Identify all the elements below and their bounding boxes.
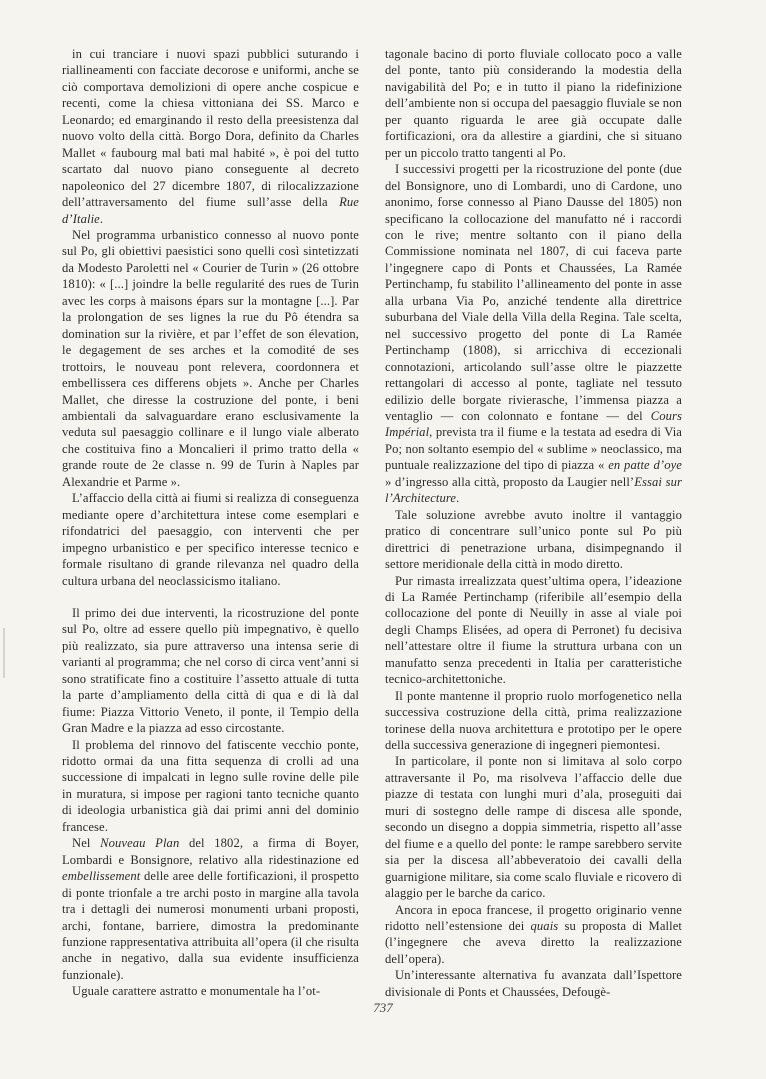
text-run: Nel programma urbanistico connesso al nuovo ponte sul Po, gli obiettivi paesistici sono quelli così sintetizzati da Modesto Paroletti nel « Courier de Turin » (26 ottobre 1810): « [...] joindre la belle regularité des rues de Turin avec les corps à maisons épars sur la montagne [...]. Par la prolongation de ses lignes la rue du Pô étendra sa domination sur la rivière, et par l’effet de son élevation, le degagement de ses arches et la comodité de ses trottoirs, le nouveau pont relevera, coordonnera et embellissera ces differens objets ». Anche per Charles Mallet, che diresse la costruzione del ponte, i beni ambientali da salvaguardare erano esclusivamente la veduta sul paesaggio collinare e il lungo viale alberato che costituiva fino a Moncalieri il primo tratto della « grande route de 2e classe n. 99 de Turin à Naples par Alexandrie et Parme ». — [62, 227, 359, 489]
text-run: Il problema del rinnovo del fatiscente vecchio ponte, ridotto ormai da una fitta sequenza di crolli ad una successione di impalcati in legno sulle rovine delle pile in muratura, si impose per ragioni tanto tecniche quanto di ideologia urbanistica già dai primi anni del dominio francese. — [62, 737, 359, 834]
page-number: 737 — [373, 1000, 393, 1015]
text-run: Nel — [72, 836, 101, 851]
italic-text: Cours Impérial — [385, 408, 682, 440]
text-run: in cui tranciare i nuovi spazi pubblici suturando i riallineamenti con facciate decorose e uniformi, anche se ciò comportava demolizioni di opere anche cospicue e recenti, come la chiesa vittoniana dei SS. Marco e Leonardo; ed emarginando il resto della preesistenza dal nuovo volto della città. Borgo Dora, definito da Charles Mallet « faubourg mal bati mal habité », è poi del tutto scartato dal nuovo piano conseguente al decreto napoleonico del 27 dicembre 1807, di rilocalizzazione dell’attraversamento del fiume sull’asse della — [62, 47, 359, 210]
paragraph — [62, 835, 359, 983]
paragraph — [62, 227, 359, 490]
text-run: In particolare, il ponte non si limitava al solo corpo attraversante il Po, ma risolveva l’affaccio delle due piazze di testata con lunghi muri d’ala, proseguiti dai muri di sostegno delle rampe di discesa alle sponde, secondo un disegno a doppia simmetria, rispetto all’asse del fiume e a quello del ponte: le rampe sarebbero servite sia per la discesa all’abbeveratoio dei cavalli della guarnigione militare, sia come scalo fluviale e ricovero di alaggio per le barche da carico. — [385, 754, 682, 901]
text-run: del 1802, a firma di Boyer, Lombardi e Bonsignore, relativo alla ridestinazione ed — [62, 836, 359, 867]
paragraph — [385, 688, 682, 754]
paragraph — [385, 573, 682, 688]
text-run: Tale soluzione avrebbe avuto inoltre il vantaggio pratico di concentrare sull’unico ponte sul Po più direttrici di penetrazione urbana, disimpegnando il settore meridionale della città in modo diretto. — [385, 507, 682, 572]
text-run: L’affaccio della città ai fiumi si realizza di conseguenza mediante opere d’architettura intese come esemplari e rifondatrici del paesaggio, con interventi che per impegno urbanistico e per specifico interesse tecnico e formale risultano di grande rilevanza nel quadro della cultura urbana del neoclassicismo italiano. — [62, 491, 359, 588]
paragraph — [62, 983, 359, 999]
paragraph — [385, 902, 682, 968]
paragraph — [385, 507, 682, 573]
italic-text: Nouveau Plan — [100, 836, 180, 851]
text-run: delle aree delle fortificazioni, il prospetto di ponte trionfale a tre archi posto in margine alla tavola tra i dettagli dei numerosi monumenti urbani proposti, archi, fontane, barriere, dimostra la predominante funzione rappresentativa attribuita all’opera (il che risulta anche in negativo, dalla sua evidente insufficienza funzionale). — [62, 869, 359, 982]
paragraph — [62, 46, 359, 227]
text-run: Un’interessante alternativa fu avanzata dall’Ispettore divisionale di Ponts et Chaussées, Defougè- — [385, 968, 682, 999]
text-run: Il primo dei due interventi, la ricostruzione del ponte sul Po, oltre ad essere quello più impegnativo, è quello più realizzato, sia pure attraverso una intensa serie di varianti al programma; che nel corso di circa vent’anni si sono stratificate fino a costituire l’assetto attuale di tutta la parte d’ampliamento della città di qua e di là dal fiume: Piazza Vittorio Veneto, il ponte, il Tempio della Gran Madre e la piazza ad esso circostante. — [62, 605, 359, 736]
page-edge-mark — [3, 628, 5, 678]
text-run: . — [99, 211, 104, 226]
text-run: su proposta di Mallet (l’ingegnere che aveva diretto la realizzazione dell’opera). — [385, 919, 682, 966]
italic-text: en patte d’oye — [608, 458, 682, 473]
paragraph — [385, 161, 682, 507]
text-run: . — [456, 491, 460, 506]
paragraph — [385, 967, 682, 1000]
italic-text: Essai sur l’Architecture — [385, 474, 682, 506]
right-column — [385, 46, 682, 1000]
italic-text: embellissement — [62, 869, 141, 884]
text-run: Uguale carattere astratto e monumentale ha l’ot- — [72, 984, 321, 999]
paragraph — [62, 737, 359, 836]
text-run: Il ponte mantenne il proprio ruolo morfogenetico nella successiva costruzione della città, prima realizzazione torinese della nuova architettura e prototipo per le opere della successiva generazione di ingegneri piemontesi. — [385, 688, 682, 753]
paragraph — [385, 46, 682, 161]
paragraph — [62, 605, 359, 737]
text-run: tagonale bacino di porto fluviale collocato poco a valle del ponte, tanto più considerando la modestia della navigabilità del Po; e in tutto il piano la ridefinizione dell’ambiente non si occupa del paesaggio fluviale se non per quanto riguarda le aree già occupate dalle fortificazioni, ora da allestire a giardini, che si situano per un piccolo tratto tangenti al Po. — [385, 47, 682, 160]
italic-text: quais — [530, 919, 559, 934]
text-run: » d’ingresso alla città, proposto da Laugier nell’ — [385, 474, 635, 489]
italic-text: Rue d’Italie — [62, 195, 359, 226]
left-column — [62, 46, 359, 1000]
text-run: Pur rimasta irrealizzata quest’ultima opera, l’ideazione di La Ramée Pertinchamp (riferibile all’esempio della collocazione del ponte di Neuilly in asse al viale poi degli Champs Elisées, ad opera di Perronet) fu decisiva nell’attestare oltre il fiume la struttura urbana con un manufatto senza precedenti in Italia per caratteristiche tecnico-architettoniche. — [385, 573, 682, 687]
text-run: , prevista tra il fiume e la testata ad esedra di Via Po; non soltanto esempio del « sublime » neoclassico, ma puntuale realizzazione del tipo di piazza « — [385, 425, 682, 473]
paragraph — [62, 490, 359, 589]
paragraph — [385, 753, 682, 901]
text-run: Ancora in epoca francese, il progetto originario venne ridotto nell’estensione dei — [385, 902, 682, 934]
text-run: I successivi progetti per la ricostruzione del ponte (due del Bonsignore, uno di Lombardi, uno di Cardone, uno anonimo, forse connesso al Piano Dausse del 1805) non specificano la collocazione del manufatto né i raccordi con le rive; mentre soltanto con il piano della Commissione nominata nel 1807, di cui faceva parte l’ingegnere capo di Ponts et Chaussées, La Ramée Pertinchamp, fu stabilito l’allineamento del ponte in asse alla urbana Via Po, anziché tendente alla direttrice suburbana del Viale della Villa della Regina. Tale scelta, nel successivo progetto del ponte di La Ramée Pertinchamp (1808), si arricchiva di eccezionali connotazioni, articolando sull’asse oltre le piazzette rettangolari di accesso al ponte, tagliate nel tessuto edilizio delle borgate rivierasche, l’immensa piazza a ventaglio — con colonnato e fontane — del — [385, 162, 682, 423]
